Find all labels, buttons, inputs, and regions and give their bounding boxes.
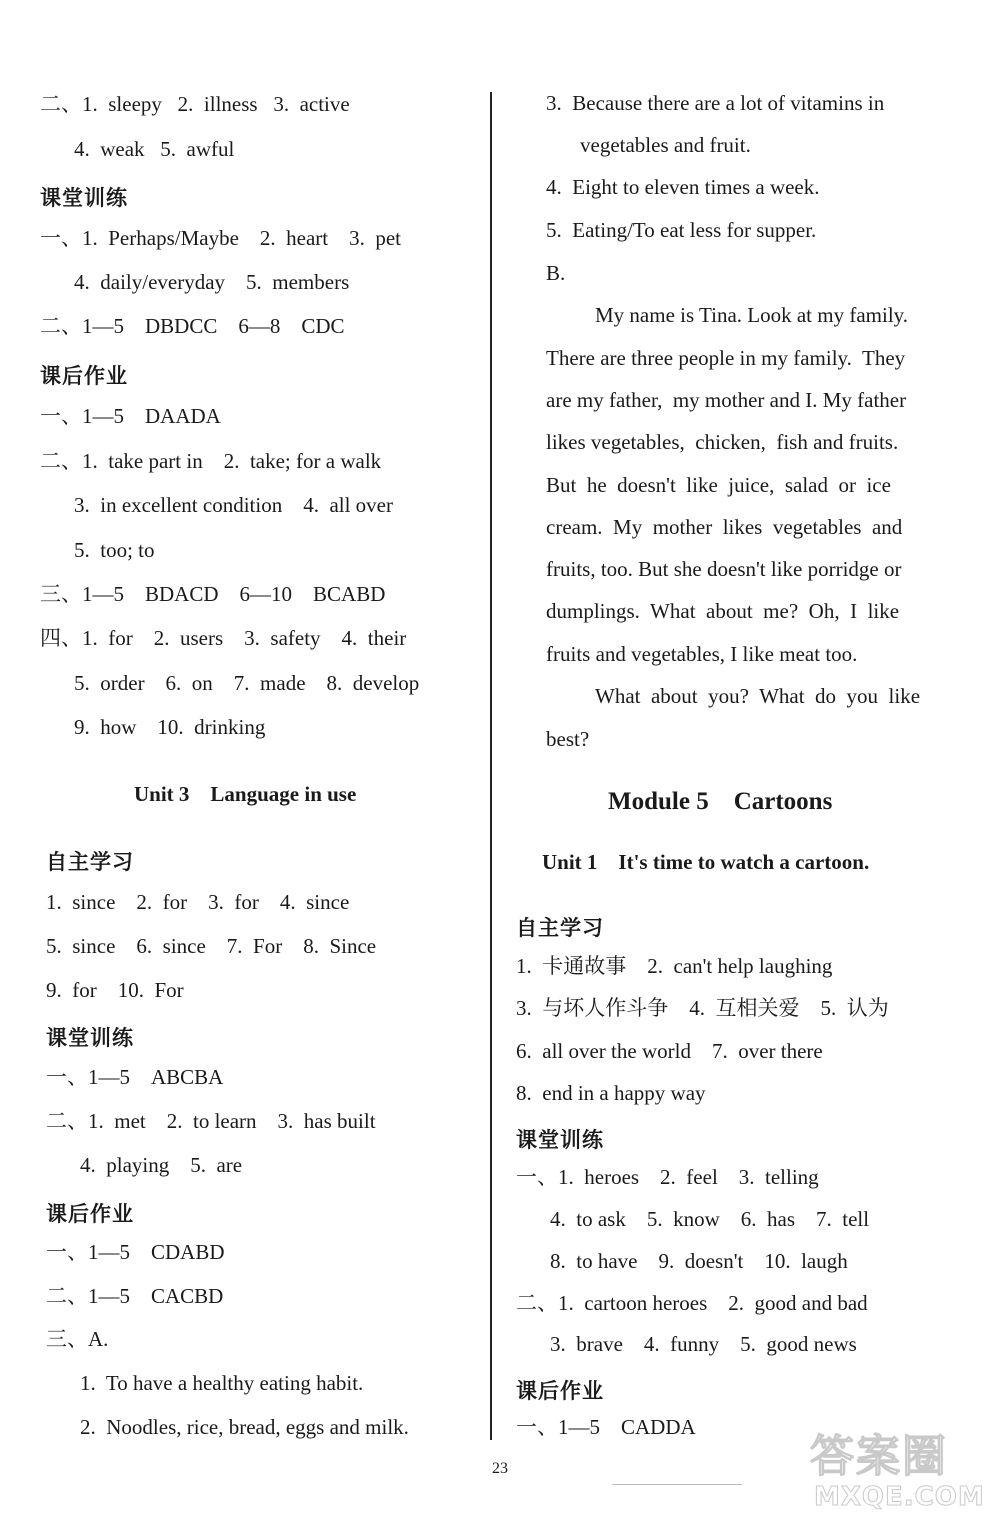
answer-line: 5. since 6. since 7. For 8. Since xyxy=(46,934,377,958)
answer-line: 二、1—5 DBDCC 6—8 CDC xyxy=(40,314,345,338)
passage-line: But he doesn't like juice, salad or ice xyxy=(546,473,891,497)
answer-line: 5. too; to xyxy=(74,538,155,562)
answer-line: 9. for 10. For xyxy=(46,978,184,1002)
answer-line: 一、1—5 ABCBA xyxy=(46,1065,224,1089)
answer-line: 二、1—5 CACBD xyxy=(46,1284,224,1308)
answer-line: 1. 卡通故事 2. can't help laughing xyxy=(516,954,833,978)
passage-line: fruits and vegetables, I like meat too. xyxy=(546,642,858,666)
answer-line: 9. how 10. drinking xyxy=(74,715,266,739)
answer-line: B. xyxy=(546,261,566,285)
section-heading: 自主学习 xyxy=(46,850,134,874)
answer-line: 四、1. for 2. users 3. safety 4. their xyxy=(40,626,407,650)
passage-line: There are three people in my family. They xyxy=(546,346,906,370)
answer-line: 1. To have a healthy eating habit. xyxy=(80,1371,364,1395)
answer-line: 8. to have 9. doesn't 10. laugh xyxy=(550,1249,848,1273)
answer-line: 5. Eating/To eat less for supper. xyxy=(546,218,817,242)
answer-line: 二、1. cartoon heroes 2. good and bad xyxy=(516,1291,868,1315)
answer-line: 4. Eight to eleven times a week. xyxy=(546,175,820,199)
answer-line: 4. daily/everyday 5. members xyxy=(74,270,350,294)
unit-title: Unit 1 It's time to watch a cartoon. xyxy=(542,850,870,874)
watermark-url: MXQE.COM xyxy=(814,1482,985,1512)
passage-line: My name is Tina. Look at my family. xyxy=(595,303,909,327)
section-heading: 课堂训练 xyxy=(40,186,128,210)
answer-line: 4. to ask 5. know 6. has 7. tell xyxy=(550,1207,870,1231)
column-divider xyxy=(490,92,492,1440)
answer-line: 一、1—5 DAADA xyxy=(40,404,221,428)
answer-line: vegetables and fruit. xyxy=(580,133,751,157)
module-title: Module 5 Cartoons xyxy=(608,788,833,815)
unit-title: Unit 3 Language in use xyxy=(134,782,357,806)
answer-line: 3. in excellent condition 4. all over xyxy=(74,493,393,517)
answer-line: 二、1. met 2. to learn 3. has built xyxy=(46,1109,376,1133)
answer-line: 二、1. sleepy 2. illness 3. active xyxy=(40,92,350,116)
watermark-logo xyxy=(800,1420,990,1515)
section-heading: 课堂训练 xyxy=(516,1128,604,1152)
passage-line: best? xyxy=(546,727,590,751)
footer-rule xyxy=(612,1484,742,1485)
passage-line: likes vegetables, chicken, fish and fruits. xyxy=(546,430,899,454)
passage-line: are my father, my mother and I. My father xyxy=(546,388,907,412)
section-heading: 课后作业 xyxy=(40,364,128,388)
answer-line: 6. all over the world 7. over there xyxy=(516,1039,823,1063)
answer-line: 一、1. heroes 2. feel 3. telling xyxy=(516,1165,819,1189)
answer-line: 3. brave 4. funny 5. good news xyxy=(550,1332,857,1356)
section-heading: 自主学习 xyxy=(516,916,604,940)
passage-line: cream. My mother likes vegetables and xyxy=(546,515,903,539)
answer-line: 2. Noodles, rice, bread, eggs and milk. xyxy=(80,1415,409,1439)
answer-line: 4. weak 5. awful xyxy=(74,137,235,161)
answer-line: 8. end in a happy way xyxy=(516,1081,706,1105)
section-heading: 课后作业 xyxy=(516,1379,604,1403)
answer-line: 一、1—5 CDABD xyxy=(46,1240,225,1264)
passage-line: What about you? What do you like xyxy=(595,684,921,708)
answer-line: 二、1. take part in 2. take; for a walk xyxy=(40,449,382,473)
answer-line: 4. playing 5. are xyxy=(80,1153,243,1177)
answer-line: 三、A. xyxy=(46,1327,109,1351)
answer-line: 1. since 2. for 3. for 4. since xyxy=(46,890,350,914)
passage-line: fruits, too. But she doesn't like porridge or xyxy=(546,557,902,581)
page-number: 23 xyxy=(492,1460,508,1477)
answer-line: 一、1. Perhaps/Maybe 2. heart 3. pet xyxy=(40,226,402,250)
answer-line: 3. 与坏人作斗争 4. 互相关爱 5. 认为 xyxy=(516,996,889,1020)
answer-line: 三、1—5 BDACD 6—10 BCABD xyxy=(40,582,386,606)
section-heading: 课堂训练 xyxy=(46,1026,134,1050)
section-heading: 课后作业 xyxy=(46,1202,134,1226)
answer-line: 一、1—5 CADDA xyxy=(516,1415,696,1439)
answer-line: 3. Because there are a lot of vitamins in xyxy=(546,91,885,115)
answer-line: 5. order 6. on 7. made 8. develop xyxy=(74,671,420,695)
passage-line: dumplings. What about me? Oh, I like xyxy=(546,599,900,623)
watermark-text: 答案圈 xyxy=(810,1431,948,1482)
